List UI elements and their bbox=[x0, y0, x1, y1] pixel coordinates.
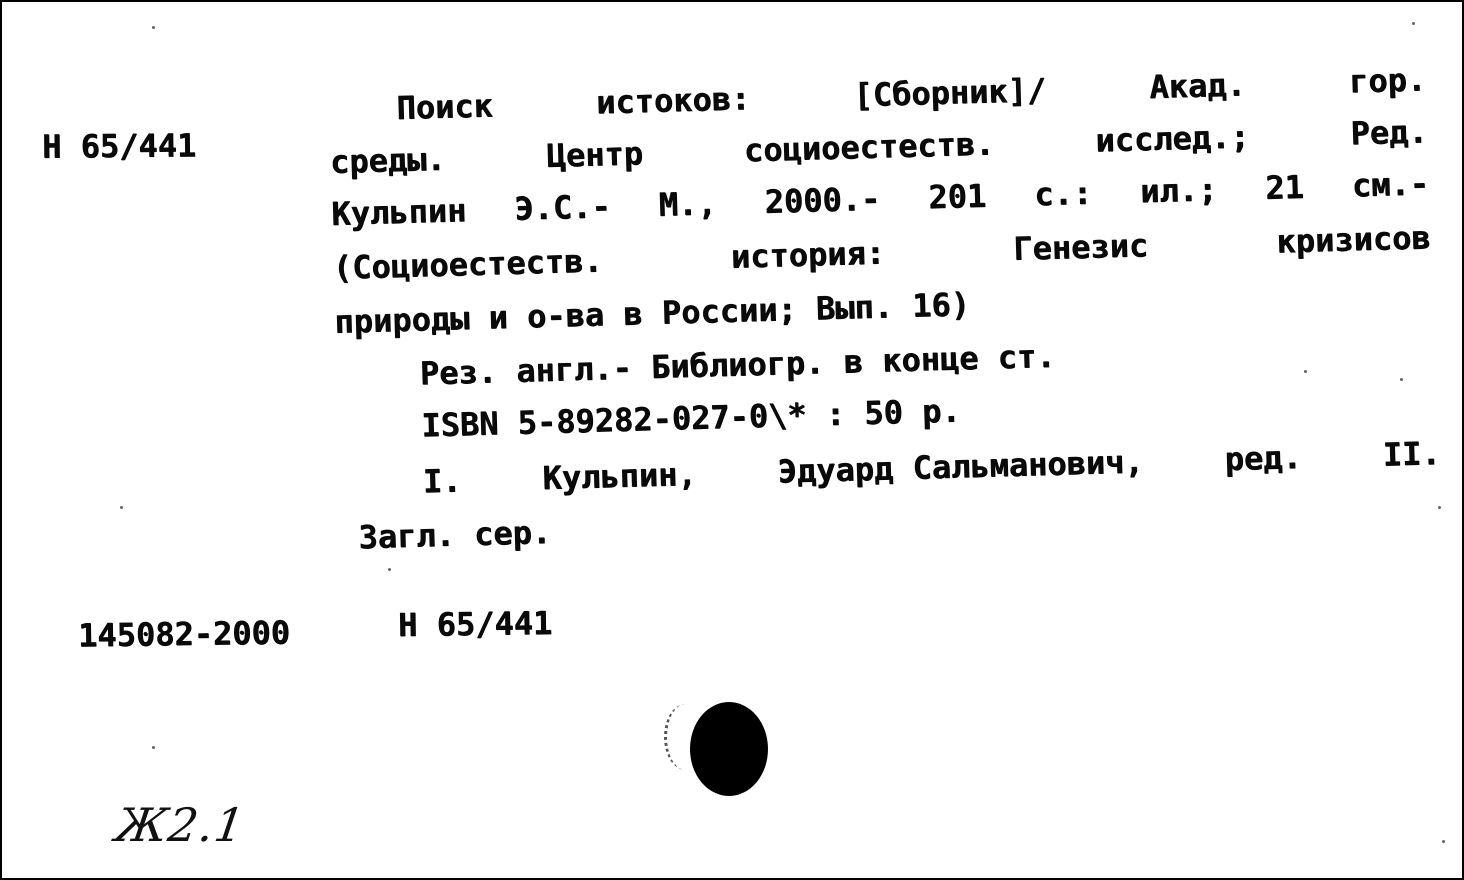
body-word: М., bbox=[658, 184, 717, 224]
note-isbn: ISBN 5-89282-027-0\* : 50 р. bbox=[420, 391, 962, 445]
body-word: истоков: bbox=[595, 79, 751, 122]
body-word: исслед.; bbox=[1094, 117, 1250, 160]
speck bbox=[1304, 370, 1307, 373]
speck bbox=[1438, 506, 1441, 509]
body-word: Генезис bbox=[1012, 226, 1149, 268]
body-word: кризисов bbox=[1275, 218, 1431, 261]
body-word: [Сборник]/ bbox=[852, 70, 1047, 115]
body-word: ил.; bbox=[1139, 170, 1218, 211]
body-word: (Социоестеств. bbox=[332, 241, 604, 287]
handwritten-mark: Ж2.1 bbox=[112, 798, 249, 852]
body-word: I. bbox=[422, 461, 462, 501]
body-word: Э.С.- bbox=[513, 187, 612, 228]
body-word: история: bbox=[730, 233, 886, 276]
shelfmark: Н 65/441 bbox=[41, 126, 197, 166]
speck bbox=[120, 506, 123, 509]
body-word: II. bbox=[1382, 434, 1441, 474]
body-word: с.: bbox=[1033, 173, 1093, 214]
speck bbox=[1400, 378, 1403, 381]
body-word: гор. bbox=[1348, 60, 1427, 101]
speck bbox=[152, 26, 155, 29]
body-word: Эдуард Сальманович, bbox=[777, 442, 1145, 491]
body-word: 2000.- bbox=[764, 179, 881, 221]
body-word: среды. bbox=[329, 139, 446, 181]
note-series-title: Загл. сер. bbox=[357, 512, 552, 557]
body-word: 21 bbox=[1264, 167, 1305, 207]
footer-shelfmark: Н 65/441 bbox=[397, 603, 553, 645]
body-word: 201 bbox=[927, 176, 987, 217]
body-line-4 bbox=[332, 218, 1431, 287]
body-word: Кульпин, bbox=[541, 454, 698, 498]
speck bbox=[1442, 840, 1445, 843]
body-line-1 bbox=[395, 60, 1427, 128]
body-word: Акад. bbox=[1148, 65, 1247, 107]
body-word: Поиск bbox=[395, 86, 494, 128]
body-word: см.- bbox=[1351, 164, 1430, 205]
speck bbox=[152, 746, 155, 749]
body-word: социоестеств. bbox=[743, 124, 995, 170]
note-added-entries bbox=[422, 434, 1441, 501]
body-word: Центр bbox=[545, 134, 644, 175]
body-line-3 bbox=[330, 164, 1430, 233]
body-word: ред. bbox=[1224, 437, 1303, 479]
speck bbox=[1412, 22, 1415, 25]
body-line-2 bbox=[329, 112, 1429, 181]
inventory-number: 145082-2000 bbox=[77, 613, 291, 655]
body-word: Кульпин bbox=[330, 191, 467, 233]
body-word: Ред. bbox=[1349, 112, 1429, 153]
note-summary: Рез. англ.- Библиогр. в конце ст. bbox=[419, 336, 1056, 393]
speck bbox=[388, 568, 391, 571]
body-line-5: природы и о-ва в России; Вып. 16) bbox=[333, 285, 971, 341]
punch-hole bbox=[690, 702, 768, 796]
bibliographic-description bbox=[328, 60, 1441, 557]
